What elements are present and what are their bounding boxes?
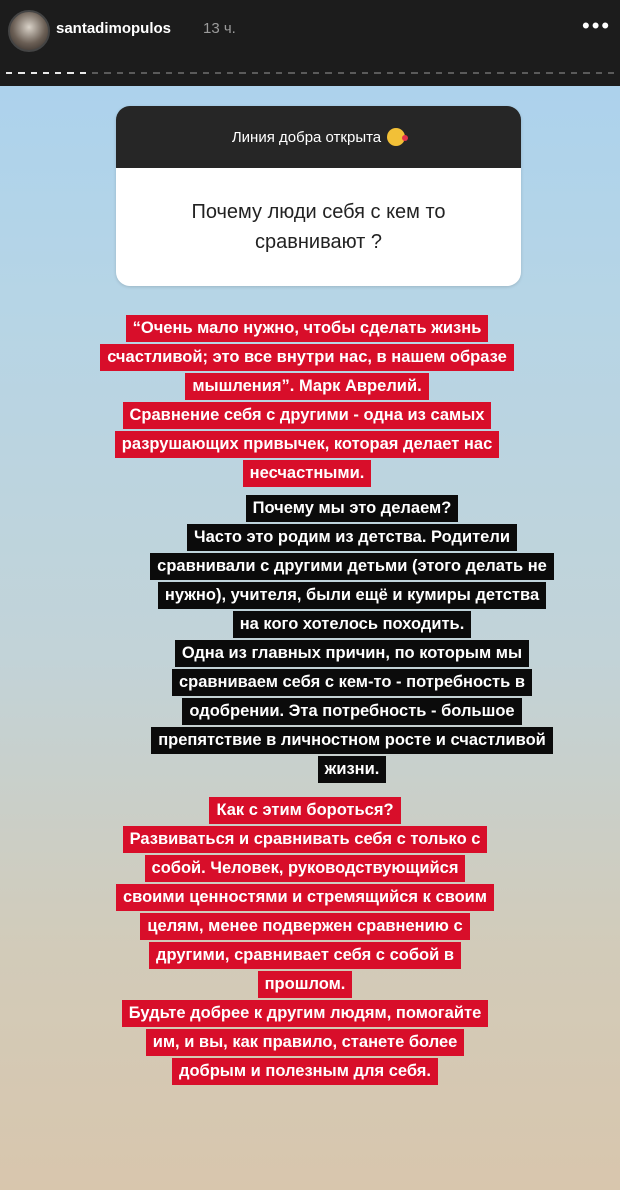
text-line-row: [92, 697, 612, 726]
progress-segment: [460, 72, 466, 74]
text-block-how: [10, 796, 600, 1086]
text-line: жизни.: [318, 756, 387, 783]
text-line: Как с этим бороться?: [209, 797, 400, 824]
story-header: [0, 0, 620, 86]
progress-segment: [485, 72, 491, 74]
text-line-row: [10, 1028, 600, 1057]
text-block-why: [92, 494, 612, 784]
text-line: целям, менее подвержен сравнению с: [140, 913, 469, 940]
progress-segment: [387, 72, 393, 74]
text-line: другими, сравнивает себя с собой в: [149, 942, 461, 969]
text-line-row: [22, 430, 592, 459]
text-line-row: [92, 726, 612, 755]
text-line: “Очень мало нужно, чтобы сделать жизнь: [126, 315, 489, 342]
text-line-row: [10, 999, 600, 1028]
story-progress-bar: [6, 70, 614, 76]
text-line: разрушающих привычек, которая делает нас: [115, 431, 500, 458]
progress-segment: [288, 72, 294, 74]
progress-segment: [301, 72, 307, 74]
text-line-row: [22, 459, 592, 488]
text-line-row: [22, 314, 592, 343]
text-line: Развиваться и сравнивать себя с только с: [123, 826, 488, 853]
progress-segment: [534, 72, 540, 74]
question-sticker-title: Линия добра открыта: [231, 128, 382, 146]
progress-segment: [411, 72, 417, 74]
more-options-icon[interactable]: •••: [582, 13, 612, 38]
text-line-row: [92, 668, 612, 697]
text-line-row: [92, 581, 612, 610]
text-line: несчастными.: [243, 460, 372, 487]
text-line: добрым и полезным для себя.: [172, 1058, 438, 1085]
progress-segment: [203, 72, 209, 74]
progress-segment: [313, 72, 319, 74]
text-line: Часто это родим из детства. Родители: [187, 524, 517, 551]
question-sticker-body: [116, 168, 521, 286]
progress-segment: [436, 72, 442, 74]
progress-segment: [92, 72, 98, 74]
progress-segment: [350, 72, 356, 74]
text-line: сравнивали с другими детьми (этого делать не: [150, 553, 554, 580]
progress-segment: [18, 72, 24, 74]
progress-segment: [104, 72, 110, 74]
text-line-row: [10, 796, 600, 825]
progress-segment: [129, 72, 135, 74]
progress-segment: [325, 72, 331, 74]
progress-segment: [546, 72, 552, 74]
progress-segment: [276, 72, 282, 74]
progress-segment: [227, 72, 233, 74]
text-line-row: [22, 372, 592, 401]
progress-segment: [141, 72, 147, 74]
text-line: сравниваем себя с кем-то - потребность в: [172, 669, 532, 696]
text-line: мышления”. Марк Аврелий.: [185, 373, 428, 400]
progress-segment: [510, 72, 516, 74]
progress-segment: [374, 72, 380, 74]
avatar[interactable]: [8, 10, 50, 52]
progress-segment: [264, 72, 270, 74]
text-line-row: [92, 523, 612, 552]
question-sticker[interactable]: [116, 106, 521, 286]
text-line-row: [22, 343, 592, 372]
progress-segment: [596, 72, 602, 74]
text-line-row: [10, 941, 600, 970]
text-line-row: [22, 401, 592, 430]
question-sticker-header: [116, 106, 521, 168]
text-line: счастливой; это все внутри нас, в нашем образе: [100, 344, 514, 371]
progress-segment: [190, 72, 196, 74]
text-line-row: [10, 1057, 600, 1086]
text-line-row: [92, 552, 612, 581]
progress-segment: [424, 72, 430, 74]
progress-segment: [117, 72, 123, 74]
progress-segment: [43, 72, 49, 74]
text-line-row: [10, 970, 600, 999]
progress-segment: [166, 72, 172, 74]
text-line-row: [10, 912, 600, 941]
progress-segment: [55, 72, 61, 74]
text-line-row: [92, 610, 612, 639]
text-line: им, и вы, как правило, станете более: [146, 1029, 465, 1056]
progress-segment: [67, 72, 73, 74]
text-line: нужно), учителя, были ещё и кумиры детства: [158, 582, 546, 609]
text-line: Будьте добрее к другим людям, помогайте: [122, 1000, 489, 1027]
progress-segment: [178, 72, 184, 74]
text-line: препятствие в личностном росте и счастливой: [151, 727, 553, 754]
text-line: прошлом.: [258, 971, 353, 998]
progress-segment: [522, 72, 528, 74]
text-line-row: [10, 883, 600, 912]
username[interactable]: santadimopulos: [56, 20, 172, 37]
text-line-row: [92, 494, 612, 523]
progress-segment: [448, 72, 454, 74]
text-line-row: [10, 854, 600, 883]
text-line: на кого хотелось походить.: [233, 611, 472, 638]
progress-segment: [31, 72, 37, 74]
text-block-quote: [22, 314, 592, 488]
text-line: Одна из главных причин, по которым мы: [175, 640, 529, 667]
progress-segment: [571, 72, 577, 74]
progress-segment: [153, 72, 159, 74]
progress-segment: [215, 72, 221, 74]
progress-segment: [338, 72, 344, 74]
text-line-row: [92, 639, 612, 668]
text-line: Сравнение себя с другими - одна из самых: [123, 402, 492, 429]
text-line: одобрении. Эта потребность - большое: [182, 698, 521, 725]
progress-segment: [473, 72, 479, 74]
text-line: собой. Человек, руководствующийся: [145, 855, 466, 882]
progress-segment: [608, 72, 614, 74]
text-line-row: [92, 755, 612, 784]
post-time: 13 ч.: [203, 20, 236, 37]
progress-segment: [583, 72, 589, 74]
text-line-row: [10, 825, 600, 854]
progress-segment: [252, 72, 258, 74]
text-line: Почему мы это делаем?: [246, 495, 459, 522]
progress-segment: [80, 72, 86, 74]
progress-segment: [239, 72, 245, 74]
progress-segment: [362, 72, 368, 74]
progress-segment: [497, 72, 503, 74]
progress-segment: [559, 72, 565, 74]
text-line: своими ценностями и стремящийся к своим: [116, 884, 494, 911]
progress-segment: [399, 72, 405, 74]
progress-segment: [6, 72, 12, 74]
face-blowing-kiss-icon: [387, 128, 405, 146]
question-text: Почему люди себя с кем то сравнивают ?: [191, 201, 446, 253]
